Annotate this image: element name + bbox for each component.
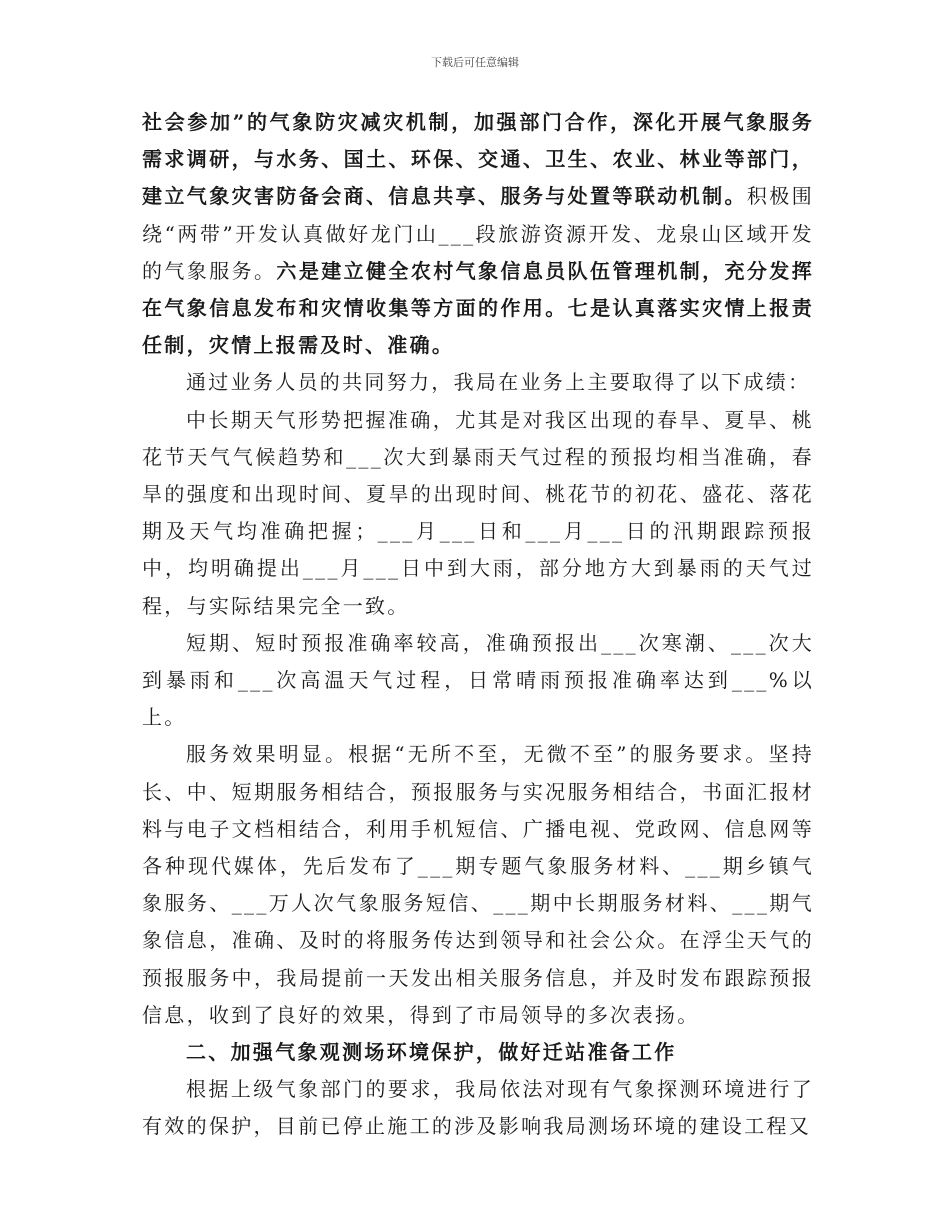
document-body	[142, 104, 814, 1146]
bold-text-linkage: 社会参加”的气象防灾减灾机制，加强部门合作，深化开展气象服务需求调研，与水务、国土、环保、交通、卫生、农业、林业等部门，建立气象灾害防备会商、信息共享、服务与处置等联动机制。	[142, 110, 814, 209]
paragraph-short-term-forecast: 短期、短时预报准确率较高，准确预报出___次寒潮、___次大到暴雨和___次高温天气过程，日常晴雨预报准确率达到___%以上。	[142, 630, 814, 730]
paragraph-environment-protection: 根据上级气象部门的要求，我局依法对现有气象探测环境进行了有效的保护，目前已停止施工的涉及影响我局测场环境的建设工程又	[142, 1077, 814, 1139]
normal-text-tourism: 积极围绕“两带”开发认真做好龙门山___段旅游资源开发、龙泉山区域开发的气象服务。	[142, 184, 814, 283]
section-heading-2: 二、加强气象观测场环境保护，做好迁站准备工作	[186, 1040, 677, 1065]
paragraph-long-term-forecast: 中长期天气形势把握准确，尤其是对我区出现的春旱、夏旱、桃花节天气气候趋势和___次大到暴雨天气过程的预报均相当准确，春旱的强度和出现时间、夏旱的出现时间、桃花节的初花、盛花、落花期及天气均准确把握；___月___日和___月___日的汛期跟踪预报中，均明确提出___月___日中到大雨，部分地方大到暴雨的天气过程，与实际结果完全一致。	[142, 407, 814, 618]
page-header-note: 下载后可任意编辑	[431, 56, 519, 69]
bold-text-informant: 六是建立健全农村气象信息员队伍管理机制，充分发挥在气象信息发布和灾情收集等方面的作用。七是认真落实灾情上报责任制，灾情上报需及时、准确。	[142, 258, 814, 358]
paragraph-service-effect: 服务效果明显。根据“无所不至，无微不至”的服务要求。坚持长、中、短期服务相结合，预报服务与实况服务相结合，书面汇报材料与电子文档相结合，利用手机短信、广播电视、党政网、信息网等各种现代媒体，先后发布了___期专题气象服务材料、___期乡镇气象服务、___万人次气象服务短信、___期中长期服务材料、___期气象信息，准确、及时的将服务传达到领导和社会公众。在浮尘天气的预报服务中，我局提前一天发出相关服务信息，并及时发布跟踪预报信息，收到了良好的效果，得到了市局领导的多次表扬。	[142, 742, 814, 1027]
paragraph-achievements-intro: 通过业务人员的共同努力，我局在业务上主要取得了以下成绩：	[186, 370, 811, 395]
paragraph-mechanism	[142, 104, 814, 364]
